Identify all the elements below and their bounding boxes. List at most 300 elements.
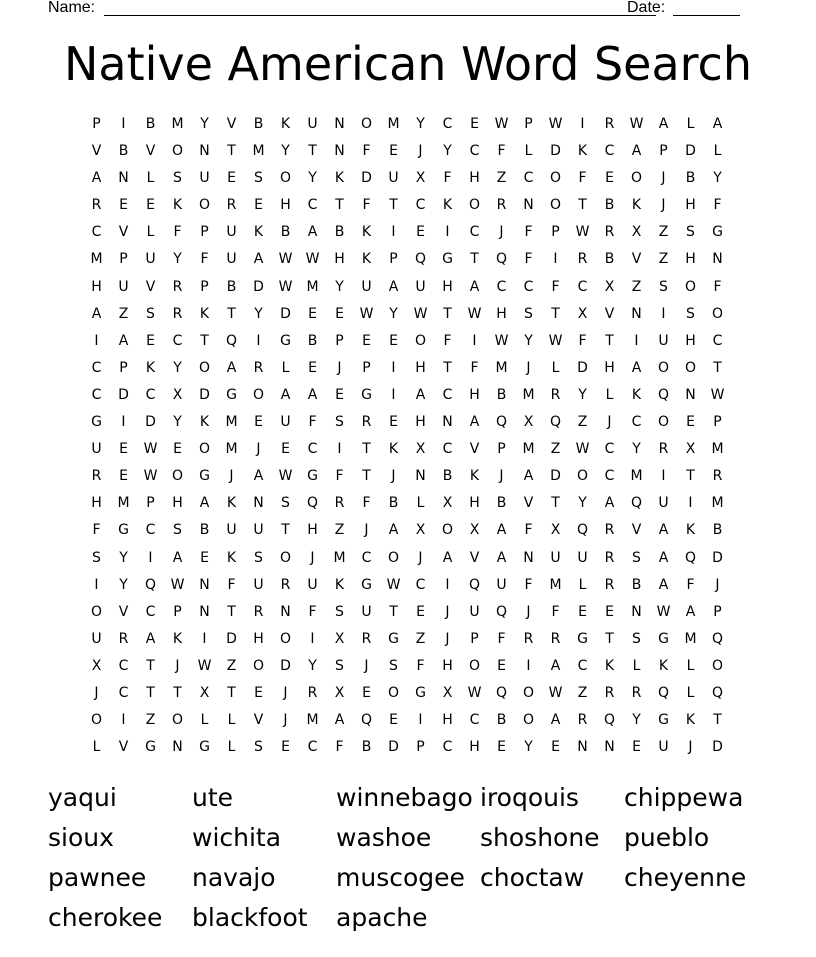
grid-letter[interactable]: Y bbox=[119, 576, 128, 593]
grid-letter[interactable]: R bbox=[91, 197, 102, 214]
grid-letter[interactable]: Y bbox=[308, 657, 317, 674]
grid-letter[interactable]: R bbox=[253, 359, 264, 376]
grid-letter[interactable]: N bbox=[199, 576, 210, 593]
grid-letter[interactable]: E bbox=[497, 739, 506, 756]
grid-letter[interactable]: C bbox=[361, 549, 372, 566]
grid-letter[interactable]: W bbox=[170, 576, 185, 593]
grid-letter[interactable]: Z bbox=[496, 170, 507, 187]
grid-letter[interactable]: E bbox=[227, 170, 236, 187]
grid-letter[interactable]: U bbox=[91, 441, 102, 458]
grid-letter[interactable]: S bbox=[335, 603, 344, 620]
grid-letter[interactable]: E bbox=[308, 359, 317, 376]
grid-letter[interactable]: I bbox=[634, 332, 639, 349]
grid-letter[interactable]: E bbox=[605, 603, 614, 620]
grid-letter[interactable]: O bbox=[279, 170, 292, 187]
grid-letter[interactable]: R bbox=[577, 712, 588, 729]
grid-letter[interactable]: E bbox=[173, 441, 182, 458]
grid-letter[interactable]: C bbox=[307, 739, 318, 756]
grid-letter[interactable]: K bbox=[685, 712, 696, 729]
grid-letter[interactable]: A bbox=[658, 522, 669, 539]
grid-letter[interactable]: J bbox=[661, 170, 666, 187]
grid-letter[interactable]: O bbox=[171, 468, 184, 485]
grid-letter[interactable]: R bbox=[550, 630, 561, 647]
grid-letter[interactable]: R bbox=[550, 386, 561, 403]
grid-letter[interactable]: E bbox=[335, 305, 344, 322]
grid-letter[interactable]: L bbox=[200, 712, 209, 729]
grid-letter[interactable]: J bbox=[283, 712, 288, 729]
grid-letter[interactable]: R bbox=[604, 549, 615, 566]
grid-letter[interactable]: Y bbox=[443, 143, 452, 160]
grid-letter[interactable]: O bbox=[279, 630, 292, 647]
grid-letter[interactable]: T bbox=[227, 684, 236, 701]
grid-letter[interactable]: Y bbox=[308, 170, 317, 187]
grid-letter[interactable]: K bbox=[334, 170, 345, 187]
grid-letter[interactable]: P bbox=[389, 251, 398, 268]
grid-letter[interactable]: Y bbox=[524, 332, 533, 349]
grid-letter[interactable]: M bbox=[495, 359, 508, 376]
grid-letter[interactable]: N bbox=[199, 143, 210, 160]
grid-letter[interactable]: X bbox=[469, 522, 480, 539]
grid-letter[interactable]: L bbox=[227, 712, 236, 729]
grid-letter[interactable]: W bbox=[629, 116, 644, 132]
grid-letter[interactable]: V bbox=[469, 441, 480, 458]
grid-letter[interactable]: B bbox=[604, 197, 615, 214]
grid-letter[interactable]: U bbox=[550, 549, 561, 566]
grid-letter[interactable]: C bbox=[712, 332, 723, 349]
grid-letter[interactable]: Y bbox=[173, 359, 182, 376]
grid-letter[interactable]: U bbox=[199, 170, 210, 187]
grid-letter[interactable]: W bbox=[548, 684, 563, 701]
grid-letter[interactable]: U bbox=[91, 630, 102, 647]
grid-letter[interactable]: G bbox=[577, 630, 588, 647]
grid-letter[interactable]: J bbox=[526, 359, 531, 376]
grid-letter[interactable]: P bbox=[119, 359, 128, 376]
grid-letter[interactable]: I bbox=[526, 657, 531, 674]
grid-letter[interactable]: R bbox=[604, 224, 615, 241]
grid-letter[interactable]: W bbox=[278, 278, 293, 295]
grid-letter[interactable]: E bbox=[578, 603, 587, 620]
grid-letter[interactable]: B bbox=[253, 116, 264, 132]
grid-letter[interactable]: K bbox=[145, 359, 156, 376]
grid-letter[interactable]: H bbox=[91, 278, 102, 295]
grid-letter[interactable]: H bbox=[334, 251, 345, 268]
grid-letter[interactable]: C bbox=[91, 359, 102, 376]
grid-letter[interactable]: R bbox=[334, 495, 345, 512]
grid-letter[interactable]: L bbox=[146, 170, 155, 187]
grid-letter[interactable]: E bbox=[281, 441, 290, 458]
grid-letter[interactable]: E bbox=[362, 684, 371, 701]
grid-letter[interactable]: Y bbox=[200, 116, 209, 132]
grid-letter[interactable]: U bbox=[658, 739, 669, 756]
grid-letter[interactable]: F bbox=[335, 468, 344, 485]
grid-letter[interactable]: T bbox=[362, 441, 371, 458]
grid-letter[interactable]: U bbox=[307, 116, 318, 132]
grid-letter[interactable]: G bbox=[145, 739, 156, 756]
grid-letter[interactable]: T bbox=[551, 305, 560, 322]
grid-letter[interactable]: E bbox=[281, 739, 290, 756]
grid-letter[interactable]: W bbox=[359, 305, 374, 322]
grid-letter[interactable]: A bbox=[658, 549, 669, 566]
grid-letter[interactable]: Q bbox=[495, 603, 508, 620]
grid-letter[interactable]: Q bbox=[684, 549, 697, 566]
grid-letter[interactable]: K bbox=[226, 549, 237, 566]
grid-letter[interactable]: E bbox=[389, 143, 398, 160]
grid-letter[interactable]: A bbox=[334, 712, 345, 729]
grid-letter[interactable]: C bbox=[523, 278, 534, 295]
grid-letter[interactable]: D bbox=[712, 739, 723, 756]
grid-letter[interactable]: M bbox=[711, 441, 724, 458]
grid-letter[interactable]: D bbox=[550, 468, 561, 485]
grid-letter[interactable]: O bbox=[360, 116, 373, 132]
grid-letter[interactable]: Y bbox=[389, 305, 398, 322]
grid-letter[interactable]: O bbox=[684, 278, 697, 295]
grid-letter[interactable]: L bbox=[578, 576, 587, 593]
grid-letter[interactable]: N bbox=[712, 251, 723, 268]
grid-letter[interactable]: L bbox=[281, 359, 290, 376]
grid-letter[interactable]: H bbox=[469, 386, 480, 403]
grid-letter[interactable]: R bbox=[631, 684, 642, 701]
grid-letter[interactable]: M bbox=[171, 116, 184, 132]
grid-letter[interactable]: H bbox=[442, 278, 453, 295]
grid-letter[interactable]: T bbox=[389, 197, 398, 214]
grid-letter[interactable]: N bbox=[442, 414, 453, 431]
grid-letter[interactable]: U bbox=[145, 251, 156, 268]
grid-letter[interactable]: A bbox=[307, 224, 318, 241]
grid-letter[interactable]: S bbox=[335, 414, 344, 431]
grid-letter[interactable]: J bbox=[175, 657, 180, 674]
grid-letter[interactable]: P bbox=[470, 630, 479, 647]
grid-letter[interactable]: M bbox=[522, 386, 535, 403]
grid-letter[interactable]: O bbox=[90, 603, 103, 620]
grid-letter[interactable]: D bbox=[388, 739, 399, 756]
grid-letter[interactable]: C bbox=[307, 441, 318, 458]
grid-letter[interactable]: A bbox=[658, 116, 669, 132]
grid-letter[interactable]: P bbox=[173, 603, 182, 620]
grid-letter[interactable]: A bbox=[550, 657, 561, 674]
grid-letter[interactable]: D bbox=[712, 549, 723, 566]
grid-letter[interactable]: S bbox=[254, 170, 263, 187]
grid-letter[interactable]: I bbox=[553, 251, 558, 268]
grid-letter[interactable]: J bbox=[445, 630, 450, 647]
grid-letter[interactable]: Z bbox=[658, 251, 669, 268]
grid-letter[interactable]: N bbox=[253, 495, 264, 512]
grid-letter[interactable]: F bbox=[578, 170, 587, 187]
grid-letter[interactable]: N bbox=[172, 739, 183, 756]
grid-letter[interactable]: A bbox=[496, 522, 507, 539]
grid-letter[interactable]: H bbox=[442, 712, 453, 729]
grid-letter[interactable]: C bbox=[415, 197, 426, 214]
grid-letter[interactable]: R bbox=[361, 414, 372, 431]
grid-letter[interactable]: I bbox=[121, 116, 126, 132]
grid-letter[interactable]: O bbox=[90, 712, 103, 729]
grid-letter[interactable]: T bbox=[335, 197, 344, 214]
grid-letter[interactable]: G bbox=[361, 386, 372, 403]
grid-letter[interactable]: K bbox=[226, 495, 237, 512]
grid-letter[interactable]: Q bbox=[657, 684, 670, 701]
grid-letter[interactable]: R bbox=[577, 251, 588, 268]
grid-letter[interactable]: H bbox=[415, 359, 426, 376]
grid-letter[interactable]: J bbox=[526, 603, 531, 620]
grid-letter[interactable]: N bbox=[631, 603, 642, 620]
grid-letter[interactable]: X bbox=[415, 441, 426, 458]
grid-letter[interactable]: M bbox=[252, 143, 265, 160]
grid-letter[interactable]: E bbox=[686, 414, 695, 431]
grid-letter[interactable]: P bbox=[659, 143, 668, 160]
grid-letter[interactable]: H bbox=[469, 495, 480, 512]
grid-letter[interactable]: W bbox=[278, 251, 293, 268]
grid-letter[interactable]: E bbox=[119, 197, 128, 214]
grid-letter[interactable]: Z bbox=[550, 441, 561, 458]
grid-letter[interactable]: V bbox=[604, 305, 615, 322]
grid-letter[interactable]: G bbox=[388, 630, 399, 647]
grid-letter[interactable]: H bbox=[604, 359, 615, 376]
grid-letter[interactable]: H bbox=[685, 251, 696, 268]
grid-letter[interactable]: J bbox=[391, 468, 396, 485]
grid-letter[interactable]: F bbox=[308, 414, 317, 431]
grid-letter[interactable]: I bbox=[121, 712, 126, 729]
grid-letter[interactable]: R bbox=[226, 197, 237, 214]
grid-letter[interactable]: F bbox=[200, 251, 209, 268]
grid-letter[interactable]: B bbox=[307, 332, 318, 349]
grid-letter[interactable]: M bbox=[225, 414, 238, 431]
grid-letter[interactable]: E bbox=[362, 332, 371, 349]
grid-letter[interactable]: J bbox=[715, 576, 720, 593]
grid-letter[interactable]: U bbox=[496, 576, 507, 593]
grid-letter[interactable]: M bbox=[306, 712, 319, 729]
grid-letter[interactable]: X bbox=[604, 278, 615, 295]
grid-letter[interactable]: R bbox=[307, 684, 318, 701]
grid-letter[interactable]: H bbox=[469, 170, 480, 187]
grid-letter[interactable]: D bbox=[361, 170, 372, 187]
grid-letter[interactable]: I bbox=[445, 576, 450, 593]
grid-letter[interactable]: W bbox=[548, 116, 563, 132]
grid-letter[interactable]: T bbox=[146, 657, 155, 674]
grid-letter[interactable]: O bbox=[171, 712, 184, 729]
grid-letter[interactable]: A bbox=[91, 170, 102, 187]
grid-letter[interactable]: F bbox=[524, 522, 533, 539]
grid-letter[interactable]: J bbox=[661, 197, 666, 214]
grid-letter[interactable]: H bbox=[685, 197, 696, 214]
grid-letter[interactable]: L bbox=[686, 684, 695, 701]
grid-letter[interactable]: Y bbox=[632, 712, 641, 729]
grid-letter[interactable]: Y bbox=[173, 414, 182, 431]
grid-letter[interactable]: V bbox=[226, 116, 237, 132]
grid-letter[interactable]: F bbox=[497, 630, 506, 647]
grid-letter[interactable]: I bbox=[148, 549, 153, 566]
grid-letter[interactable]: C bbox=[91, 224, 102, 241]
grid-letter[interactable]: G bbox=[415, 684, 426, 701]
grid-letter[interactable]: C bbox=[469, 143, 480, 160]
grid-letter[interactable]: S bbox=[173, 522, 182, 539]
grid-letter[interactable]: R bbox=[361, 630, 372, 647]
grid-letter[interactable]: A bbox=[658, 576, 669, 593]
grid-letter[interactable]: W bbox=[494, 332, 509, 349]
grid-letter[interactable]: X bbox=[685, 441, 696, 458]
grid-letter[interactable]: O bbox=[630, 170, 643, 187]
grid-letter[interactable]: E bbox=[389, 332, 398, 349]
grid-letter[interactable]: E bbox=[308, 305, 317, 322]
grid-letter[interactable]: O bbox=[279, 549, 292, 566]
grid-letter[interactable]: C bbox=[118, 684, 129, 701]
grid-letter[interactable]: Q bbox=[360, 712, 373, 729]
grid-letter[interactable]: A bbox=[253, 251, 264, 268]
grid-letter[interactable]: N bbox=[280, 603, 291, 620]
grid-letter[interactable]: Q bbox=[495, 684, 508, 701]
grid-letter[interactable]: B bbox=[199, 522, 210, 539]
grid-letter[interactable]: M bbox=[630, 468, 643, 485]
grid-letter[interactable]: M bbox=[684, 630, 697, 647]
grid-letter[interactable]: Z bbox=[415, 630, 426, 647]
grid-letter[interactable]: H bbox=[280, 197, 291, 214]
grid-letter[interactable]: O bbox=[657, 359, 670, 376]
grid-letter[interactable]: X bbox=[631, 224, 642, 241]
grid-letter[interactable]: D bbox=[280, 657, 291, 674]
grid-letter[interactable]: G bbox=[226, 386, 237, 403]
grid-letter[interactable]: B bbox=[496, 712, 507, 729]
grid-letter[interactable]: D bbox=[145, 414, 156, 431]
grid-letter[interactable]: K bbox=[469, 468, 480, 485]
grid-letter[interactable]: E bbox=[335, 386, 344, 403]
grid-letter[interactable]: T bbox=[173, 684, 182, 701]
grid-letter[interactable]: O bbox=[387, 684, 400, 701]
grid-letter[interactable]: Y bbox=[119, 549, 128, 566]
grid-letter[interactable]: S bbox=[146, 305, 155, 322]
grid-letter[interactable]: T bbox=[200, 332, 209, 349]
grid-letter[interactable]: C bbox=[604, 143, 615, 160]
grid-letter[interactable]: P bbox=[200, 224, 209, 241]
grid-letter[interactable]: A bbox=[307, 386, 318, 403]
grid-letter[interactable]: T bbox=[389, 603, 398, 620]
grid-letter[interactable]: B bbox=[604, 251, 615, 268]
grid-letter[interactable]: T bbox=[713, 712, 722, 729]
grid-letter[interactable]: Z bbox=[334, 522, 345, 539]
grid-letter[interactable]: E bbox=[119, 468, 128, 485]
grid-letter[interactable]: D bbox=[577, 359, 588, 376]
grid-letter[interactable]: J bbox=[337, 359, 342, 376]
grid-letter[interactable]: C bbox=[91, 386, 102, 403]
grid-letter[interactable]: W bbox=[386, 576, 401, 593]
grid-letter[interactable]: E bbox=[200, 549, 209, 566]
grid-letter[interactable]: K bbox=[658, 657, 669, 674]
grid-letter[interactable]: J bbox=[283, 684, 288, 701]
grid-letter[interactable]: N bbox=[631, 305, 642, 322]
grid-letter[interactable]: V bbox=[118, 739, 129, 756]
grid-letter[interactable]: B bbox=[442, 468, 453, 485]
grid-letter[interactable]: B bbox=[226, 278, 237, 295]
grid-letter[interactable]: C bbox=[145, 603, 156, 620]
grid-letter[interactable]: A bbox=[415, 386, 426, 403]
grid-letter[interactable]: F bbox=[524, 251, 533, 268]
grid-letter[interactable]: F bbox=[443, 170, 452, 187]
grid-letter[interactable]: G bbox=[199, 739, 210, 756]
grid-letter[interactable]: C bbox=[577, 278, 588, 295]
grid-letter[interactable]: I bbox=[472, 332, 477, 349]
grid-letter[interactable]: V bbox=[253, 712, 264, 729]
grid-letter[interactable]: Q bbox=[306, 495, 319, 512]
grid-letter[interactable]: S bbox=[173, 170, 182, 187]
grid-letter[interactable]: E bbox=[254, 684, 263, 701]
grid-letter[interactable]: E bbox=[632, 739, 641, 756]
grid-letter[interactable]: Y bbox=[173, 251, 182, 268]
grid-letter[interactable]: E bbox=[551, 739, 560, 756]
grid-letter[interactable]: R bbox=[172, 278, 183, 295]
grid-letter[interactable]: J bbox=[229, 468, 234, 485]
grid-letter[interactable]: F bbox=[92, 522, 101, 539]
grid-letter[interactable]: R bbox=[658, 441, 669, 458]
grid-letter[interactable]: W bbox=[494, 116, 509, 132]
grid-letter[interactable]: Z bbox=[658, 224, 669, 241]
grid-letter[interactable]: A bbox=[631, 143, 642, 160]
grid-letter[interactable]: A bbox=[469, 414, 480, 431]
grid-letter[interactable]: P bbox=[362, 359, 371, 376]
grid-letter[interactable]: V bbox=[145, 143, 156, 160]
grid-letter[interactable]: Z bbox=[631, 278, 642, 295]
grid-letter[interactable]: O bbox=[711, 305, 724, 322]
grid-letter[interactable]: A bbox=[280, 386, 291, 403]
grid-letter[interactable]: F bbox=[686, 576, 695, 593]
grid-letter[interactable]: O bbox=[198, 197, 211, 214]
grid-letter[interactable]: Y bbox=[254, 305, 263, 322]
grid-letter[interactable]: T bbox=[281, 522, 290, 539]
grid-letter[interactable]: B bbox=[685, 170, 696, 187]
grid-letter[interactable]: T bbox=[551, 495, 560, 512]
grid-letter[interactable]: C bbox=[631, 414, 642, 431]
grid-letter[interactable]: S bbox=[281, 495, 290, 512]
grid-letter[interactable]: C bbox=[118, 657, 129, 674]
grid-letter[interactable]: V bbox=[91, 143, 102, 160]
grid-letter[interactable]: G bbox=[199, 468, 210, 485]
grid-letter[interactable]: N bbox=[415, 468, 426, 485]
grid-letter[interactable]: S bbox=[632, 549, 641, 566]
grid-letter[interactable]: B bbox=[388, 495, 399, 512]
grid-letter[interactable]: A bbox=[685, 603, 696, 620]
grid-letter[interactable]: K bbox=[388, 441, 399, 458]
grid-letter[interactable]: H bbox=[172, 495, 183, 512]
grid-letter[interactable]: Z bbox=[577, 684, 588, 701]
grid-letter[interactable]: L bbox=[146, 224, 155, 241]
grid-letter[interactable]: U bbox=[226, 522, 237, 539]
grid-letter[interactable]: O bbox=[711, 657, 724, 674]
grid-letter[interactable]: T bbox=[713, 359, 722, 376]
grid-letter[interactable]: Q bbox=[468, 576, 481, 593]
grid-letter[interactable]: M bbox=[333, 549, 346, 566]
grid-letter[interactable]: C bbox=[442, 441, 453, 458]
grid-letter[interactable]: R bbox=[91, 468, 102, 485]
grid-letter[interactable]: H bbox=[415, 414, 426, 431]
grid-letter[interactable]: S bbox=[686, 224, 695, 241]
grid-letter[interactable]: F bbox=[551, 603, 560, 620]
grid-letter[interactable]: F bbox=[578, 332, 587, 349]
grid-letter[interactable]: H bbox=[469, 739, 480, 756]
grid-letter[interactable]: Q bbox=[549, 414, 562, 431]
grid-letter[interactable]: J bbox=[418, 549, 423, 566]
grid-letter[interactable]: P bbox=[497, 441, 506, 458]
grid-letter[interactable]: U bbox=[577, 549, 588, 566]
grid-letter[interactable]: Y bbox=[524, 739, 533, 756]
grid-letter[interactable]: B bbox=[496, 495, 507, 512]
grid-letter[interactable]: H bbox=[307, 522, 318, 539]
grid-letter[interactable]: Q bbox=[711, 684, 724, 701]
grid-letter[interactable]: O bbox=[468, 197, 481, 214]
grid-letter[interactable]: P bbox=[416, 739, 425, 756]
grid-letter[interactable]: H bbox=[496, 305, 507, 322]
grid-letter[interactable]: S bbox=[686, 305, 695, 322]
grid-letter[interactable]: G bbox=[280, 332, 291, 349]
grid-letter[interactable]: K bbox=[577, 143, 588, 160]
grid-letter[interactable]: O bbox=[549, 170, 562, 187]
grid-letter[interactable]: M bbox=[225, 441, 238, 458]
grid-letter[interactable]: E bbox=[119, 441, 128, 458]
